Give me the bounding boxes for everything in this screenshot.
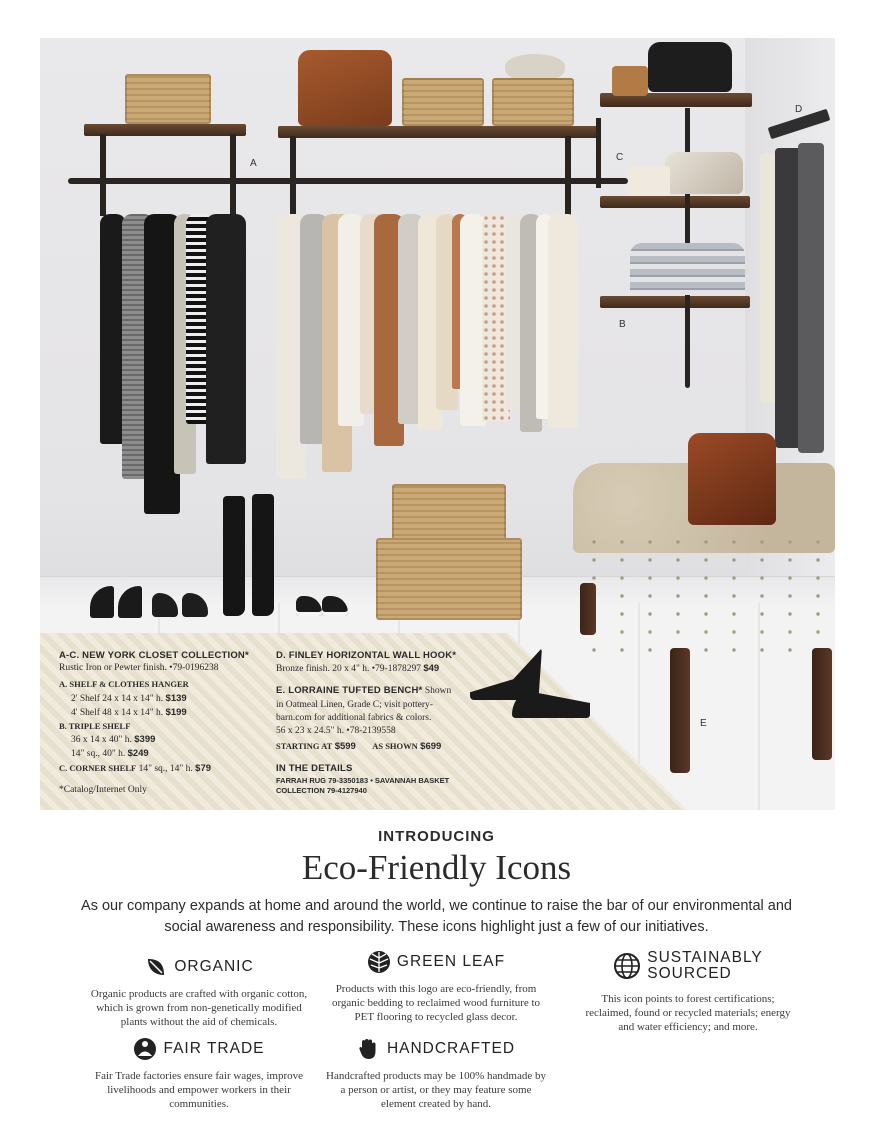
green-leaf-icon <box>367 950 391 974</box>
item-b-size-1: 36 x 14 x 40" h. <box>71 735 132 746</box>
icon-block-handcrafted <box>323 1037 549 1111</box>
intro-kicker: INTRODUCING <box>378 828 495 845</box>
item-b-price-2: $249 <box>127 748 149 760</box>
item-a-size-2ft: 2' Shelf 24 x 14 x 14" h. <box>71 693 164 704</box>
green-leaf-title: GREEN LEAF <box>396 953 506 970</box>
item-e-heading: E. LORRAINE TUFTED BENCH* <box>276 685 423 697</box>
callout-a: A <box>250 158 257 169</box>
item-a-heading: A. SHELF & CLOTHES HANGER <box>59 679 189 690</box>
item-a-price-2ft: $139 <box>165 692 187 704</box>
item-e-line <box>276 684 476 698</box>
organic-title: ORGANIC <box>174 958 254 975</box>
item-b-price-1: $399 <box>134 734 156 746</box>
page-title: Eco-Friendly Icons <box>301 848 572 887</box>
item-a-price-4ft: $199 <box>165 706 187 718</box>
shelf-bracket <box>565 136 571 216</box>
clothes-rod <box>68 178 628 184</box>
starting-label: STARTING AT <box>276 741 333 752</box>
shelf-bracket <box>596 118 601 188</box>
bench-leg <box>812 648 832 760</box>
callout-d: D <box>795 104 803 115</box>
hand-icon <box>357 1037 381 1061</box>
sun-hat <box>505 54 565 78</box>
item-b-heading: B. TRIPLE SHELF <box>59 721 131 732</box>
hanging-garment <box>206 214 246 464</box>
sustainably-description: This icon points to forest certifications; reclaimed, found or recycled materials; energy and water efficiency; and more. <box>585 993 791 1033</box>
shelf-2ft <box>84 124 246 136</box>
details-line: FARRAH RUG 79-3350183 • SAVANNAH BASKET <box>276 775 450 785</box>
item-c-price: $79 <box>195 762 212 774</box>
shown-price: $699 <box>420 741 442 753</box>
item-a-line <box>59 706 269 720</box>
callout-c: C <box>616 152 624 163</box>
shelf-bracket <box>290 136 296 216</box>
leather-handbag <box>688 433 776 525</box>
fair-trade-title: FAIR TRADE <box>163 1040 265 1057</box>
item-b-size-2: 14" sq., 40" h. <box>71 749 126 760</box>
organic-description: Organic products are crafted with organic cotton, which is grown from non-genetically modified plants without the aid of chemicals. <box>90 988 308 1028</box>
icon-block-sustainably-sourced <box>578 950 798 1034</box>
bench-leg <box>670 648 690 773</box>
item-d-line <box>276 662 476 676</box>
savannah-basket <box>376 538 522 620</box>
collection-finish: Rustic Iron or Pewter finish. •79-0196238 <box>59 663 219 674</box>
details-line: COLLECTION 79-4127940 <box>276 785 367 795</box>
handcrafted-description: Handcrafted products may be 100% handmade by a person or artist, or they may feature some element created by hand. <box>326 1070 546 1110</box>
item-e-shown: Shown <box>424 686 452 697</box>
fair-trade-description: Fair Trade factories ensure fair wages, improve livelihoods and empower workers in their communities. <box>94 1070 304 1110</box>
icon-block-green-leaf <box>323 950 549 1024</box>
leaf-icon <box>144 955 168 979</box>
callout-e: E <box>700 718 707 729</box>
fair-trade-icon <box>133 1037 157 1061</box>
sustainably-title-line1: SUSTAINABLY <box>647 949 763 966</box>
savannah-basket <box>492 78 574 126</box>
leather-bag <box>298 50 392 126</box>
details-heading: IN THE DETAILS <box>276 763 353 775</box>
black-handbag <box>648 42 732 92</box>
shoe-box <box>628 166 670 196</box>
item-c-size: 14" sq., 14" h. <box>138 763 193 774</box>
green-leaf-description: Products with this logo are eco-friendly, from organic bedding to reclaimed wood furniture to PET flooring to recycled glass decor. <box>331 983 541 1023</box>
item-e-dimensions: 56 x 23 x 24.5" h. •78-2139558 <box>276 726 396 737</box>
item-d-price: $49 <box>423 663 440 675</box>
savannah-basket <box>392 484 506 546</box>
starting-price: $599 <box>334 741 356 753</box>
leather-box <box>612 66 648 96</box>
caption-right <box>276 649 476 796</box>
shelf-4ft <box>278 126 598 138</box>
snakeskin-clutch <box>665 152 743 194</box>
item-d-heading: D. FINLEY HORIZONTAL WALL HOOK* <box>276 650 457 661</box>
shelf-bracket <box>230 134 236 216</box>
savannah-basket <box>402 78 484 126</box>
item-b-line <box>59 747 269 761</box>
item-c-line <box>59 762 269 776</box>
sustainably-title <box>647 950 763 982</box>
item-e-fabric: in Oatmeal Linen, Grade C; visit pottery- <box>276 699 433 710</box>
icon-block-fair-trade <box>86 1037 312 1111</box>
handcrafted-title: HANDCRAFTED <box>386 1040 516 1057</box>
savannah-basket <box>125 74 211 124</box>
shown-label: AS SHOWN <box>372 741 418 752</box>
folded-sweaters <box>630 243 745 295</box>
globe-icon <box>613 952 641 980</box>
triple-shelf-bottom <box>600 296 750 308</box>
item-c-heading: C. CORNER SHELF <box>59 762 137 773</box>
sustainably-title-line2: SOURCED <box>647 965 732 982</box>
triple-shelf-top <box>600 196 750 208</box>
item-a-line <box>59 692 269 706</box>
catalog-footnote: *Catalog/Internet Only <box>59 784 147 795</box>
bench-leg <box>580 583 596 635</box>
item-a-size-4ft: 4' Shelf 48 x 14 x 14" h. <box>71 707 164 718</box>
item-b-line <box>59 733 269 747</box>
tufted-bench-seat <box>580 533 835 653</box>
item-e-pricing <box>276 740 476 754</box>
intro-lede: As our company expands at home and around the world, we continue to raise the bar of our environmental and social awareness and responsibility. These icons highlight just a few of our initiatives. <box>81 898 792 935</box>
black-boot <box>252 494 274 616</box>
caption-left <box>59 649 269 797</box>
collection-heading: A-C. NEW YORK CLOSET COLLECTION* <box>59 650 249 661</box>
hanging-garment <box>548 214 578 428</box>
callout-b: B <box>619 319 626 330</box>
shelf-bracket <box>100 134 106 216</box>
item-e-website: barn.com for additional fabrics & colors. <box>276 712 432 723</box>
black-boot <box>223 496 245 616</box>
hanging-scarf <box>798 143 824 453</box>
item-d-spec: Bronze finish. 20 x 4" h. •79-1878297 <box>276 664 421 675</box>
icon-block-organic <box>86 955 312 1029</box>
